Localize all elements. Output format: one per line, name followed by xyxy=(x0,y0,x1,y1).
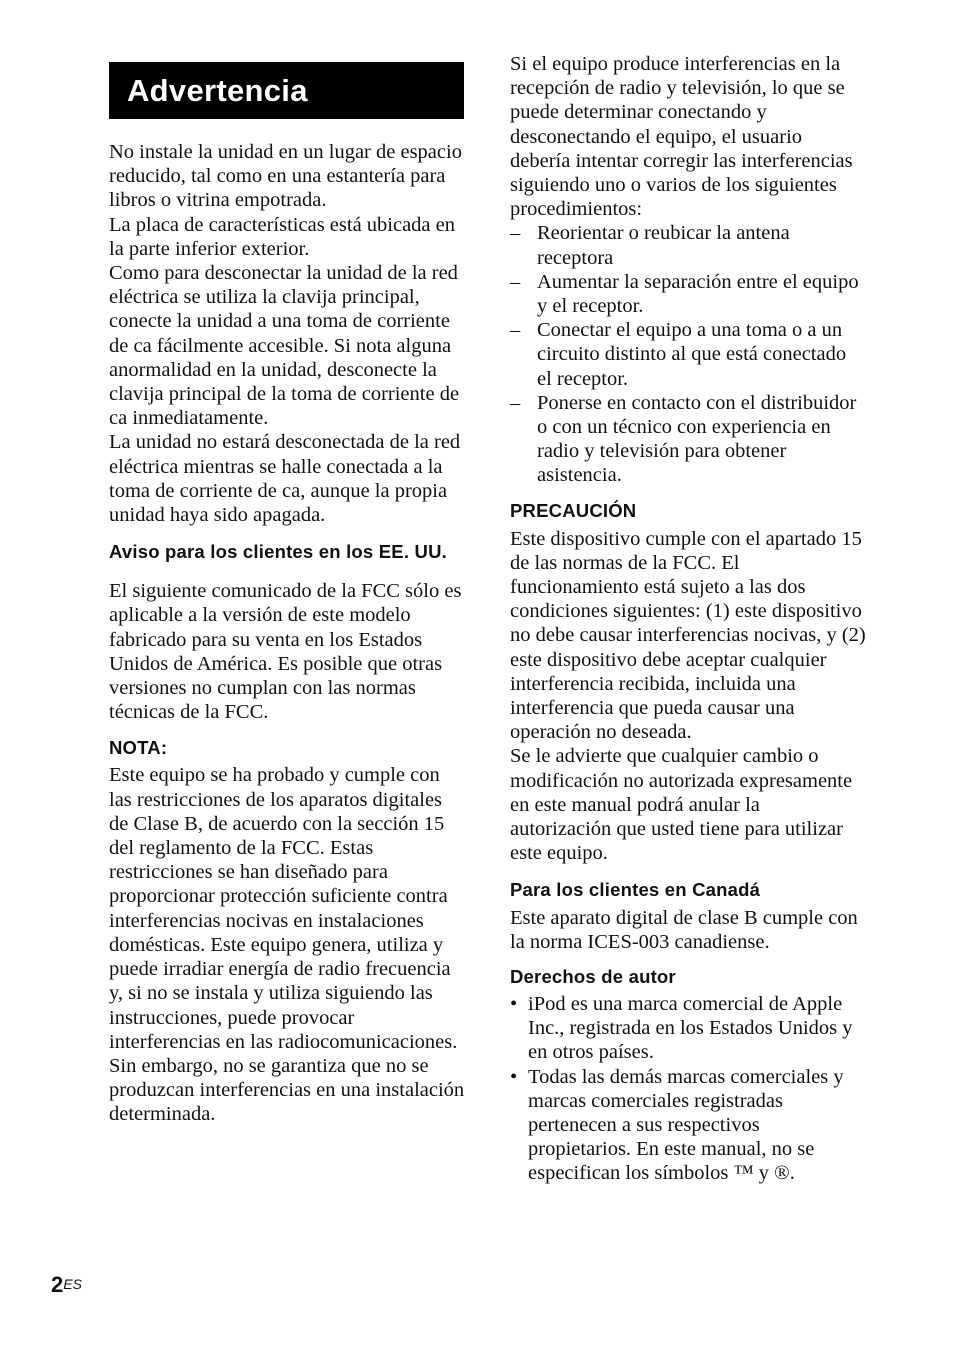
list-item: – Reorientar o reubicar la antena receptora xyxy=(510,222,790,269)
dash-mark: – xyxy=(510,270,521,293)
note-paragraph-1: Este equipo se ha probado y cumple con las restricciones de los aparatos digitales de Clase B, de acuerdo con la sección 15 del reglamento de la FCC. Estas restricciones se han diseñado para proporcionar protección suficiente contra interferencias nocivas en instalaciones domésticas. Este equipo genera, utiliza y puede irradiar energía de radio frecuencia y, si no se instala y utiliza siguiendo las instrucciones, puede provocar interferencias en las radiocomunicaciones. xyxy=(109,764,458,1053)
note-paragraph-2: Sin embargo, no se garantiza que no se produzcan interferencias en una instalación determinada. xyxy=(109,1054,465,1126)
copyright-list xyxy=(510,992,866,1186)
caution-paragraph-1: Este dispositivo cumple con el apartado 15 de las normas de la FCC. El funcionamiento está sujeto a las dos condiciones siguientes: (1) este dispositivo no debe causar interferencias nocivas, y (2) este dispositivo debe aceptar cualquier interferencia recibida, incluida una interferencia que pueda causar una operación no deseada. xyxy=(510,527,866,744)
caution-heading: PRECAUCIÓN xyxy=(510,499,637,521)
us-notice-heading: Aviso para los clientes en los EE. UU. xyxy=(109,541,447,563)
canada-text: Este aparato digital de clase B cumple con la norma ICES-003 canadiense. xyxy=(510,906,858,953)
dash-mark: – xyxy=(510,319,521,342)
right-column xyxy=(510,52,866,1186)
page-title: Advertencia xyxy=(109,62,464,119)
list-item: – Ponerse en contacto con el distribuidor o con un técnico con experiencia en radio y televisión para obtener asistencia. xyxy=(510,391,857,487)
page-number: $2^{ES}$ xyxy=(51,1272,82,1297)
note-heading: NOTA: xyxy=(109,737,168,759)
bullet-mark: • xyxy=(510,1065,518,1088)
caution-paragraph-2: Se le advierte que cualquier cambio o modificación no autorizada expresamente en este manual podrá anular la autorización que usted tiene para utilizar este equipo. xyxy=(510,745,853,865)
list-item: – Aumentar la separación entre el equipo y el receptor. xyxy=(510,270,859,318)
list-item: • Todas las demás marcas comerciales y marcas comerciales registradas pertenecen a sus respectivos propietarios. En este manual, no se especifican los símbolos ™ y ®. xyxy=(510,1065,844,1185)
interference-intro: Si el equipo produce interferencias en la recepción de radio y televisión, lo que se puede determinar conectando y desconectando el equipo, el usuario debería intentar corregir las interferencias siguiendo uno o varios de los siguientes procedimientos: xyxy=(510,53,853,221)
procedure-list xyxy=(510,221,866,487)
copyright-heading: Derechos de autor xyxy=(510,965,676,987)
bullet-mark: • xyxy=(510,992,518,1015)
intro-paragraph: No instale la unidad en un lugar de espacio reducido, tal como en una estantería para libros o vitrina empotrada. xyxy=(109,141,462,212)
list-item: • iPod es una marca comercial de Apple Inc., registrada en los Estados Unidos y en otros países. xyxy=(510,992,853,1064)
power-paragraph: La unidad no estará desconectada de la red eléctrica mientras se halle conectada a la toma de corriente de ca, aunque la propia unidad haya sido apagada. xyxy=(109,431,461,527)
canada-heading: Para los clientes en Canadá xyxy=(510,878,761,900)
list-item: – Conectar el equipo a una toma o a un circuito distinto al que está conectado el receptor. xyxy=(510,319,847,390)
disconnect-paragraph: Como para desconectar la unidad de la red eléctrica se utiliza la clavija principal, conecte la unidad a una toma de corriente de ca fácilmente accesible. Si nota alguna anormalidad en la unidad, desconecte la clavija principal de la toma de corriente de ca inmediatamente. xyxy=(109,262,460,430)
dash-mark: – xyxy=(510,391,521,414)
us-notice-text: El siguiente comunicado de la FCC sólo es aplicable a la versión de este modelo fabricado para su venta en los Estados Unidos de América. Es posible que otras versiones no cumplan con las normas técnicas de la FCC. xyxy=(109,580,462,724)
left-column xyxy=(109,62,465,1127)
language-suffix: ES xyxy=(63,1276,82,1292)
rating-plate-paragraph: La placa de características está ubicada en la parte inferior exterior. xyxy=(109,213,456,260)
dash-mark: – xyxy=(510,222,521,245)
